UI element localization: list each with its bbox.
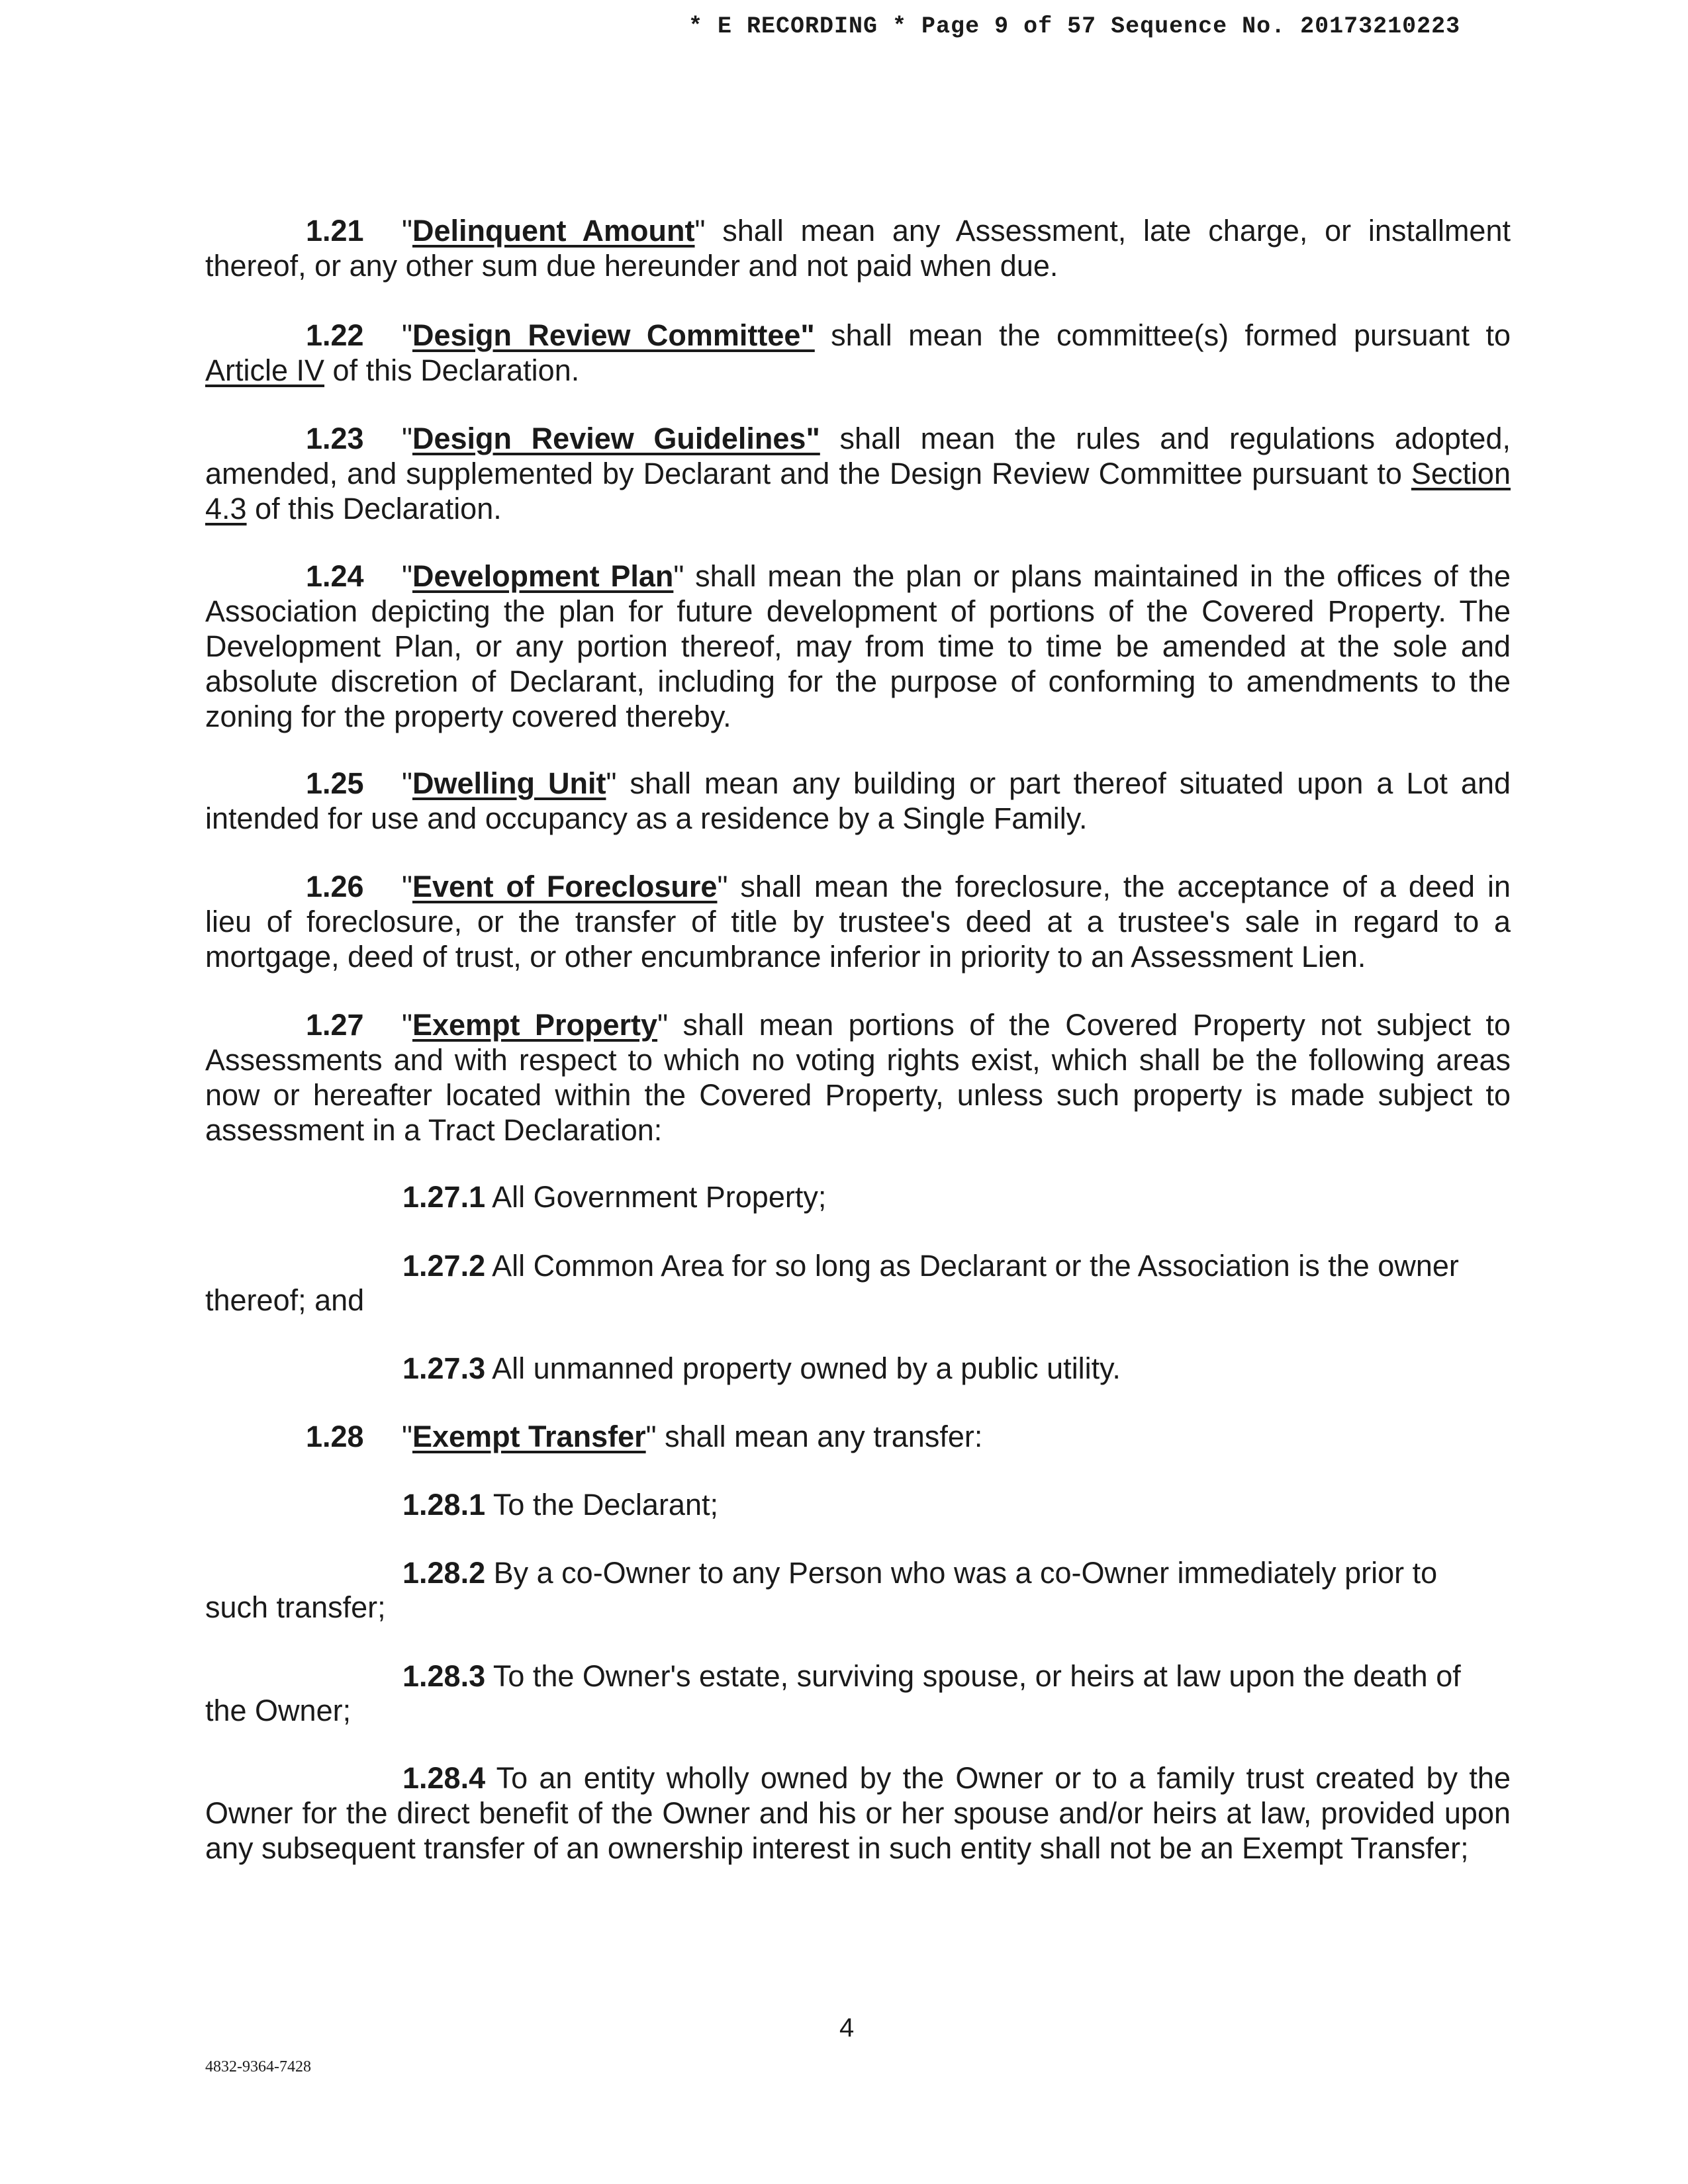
section-1-25: 1.25 "Dwelling Unit" shall mean any building or part thereof situated upon a Lot and intended for use and occupancy as a residence by a Single Family. bbox=[205, 766, 1511, 835]
subsection-1-27-3: 1.27.3 All unmanned property owned by a public utility. bbox=[402, 1351, 1121, 1385]
section-1-22: 1.22 "Design Review Committee" shall mean the committee(s) formed pursuant to Article IV of this Declaration. bbox=[205, 318, 1511, 387]
definition-text: shall mean any transfer: bbox=[656, 1420, 983, 1453]
section-1-21: 1.21 "Delinquent Amount" shall mean any Assessment, late charge, or installment thereof, or any other sum due hereunder and not paid when due. bbox=[205, 214, 1511, 283]
defined-term: Exempt Property bbox=[412, 1008, 658, 1042]
subsection-1-27-2: 1.27.2 All Common Area for so long as Declarant or the Association is the owner bbox=[402, 1249, 1459, 1283]
page-number: 4 bbox=[839, 2013, 855, 2042]
defined-term: Dwelling Unit bbox=[412, 766, 606, 800]
section-number: 1.24 bbox=[306, 559, 364, 593]
definition-text: shall mean the plan or plans maintained in the offices of the Association depicting the plan for future development of portions of the Covered Property. The Development Plan, or any portion thereof, may from time to time be amended at the sole and absolute discretion of Declarant, including for the purpose of conforming to amendments to the zoning for the property covered thereby. bbox=[205, 559, 1511, 733]
section-number: 1.22 bbox=[306, 318, 364, 352]
defined-term: Development Plan bbox=[412, 559, 674, 593]
definition-text: shall mean any Assessment, late charge, or installment thereof, or any other sum due hereunder and not paid when due. bbox=[205, 214, 1511, 283]
definition-text: shall mean the foreclosure, the acceptance of a deed in lieu of foreclosure, or the transfer of title by trustee's deed at a trustee's sale in regard to a mortgage, deed of trust, or other encumbrance inferior in priority to an Assessment Lien. bbox=[205, 870, 1511, 974]
subsection-continuation: thereof; and bbox=[205, 1283, 365, 1317]
section-number: 1.26 bbox=[306, 870, 364, 903]
subsection-1-28-1: 1.28.1 To the Declarant; bbox=[402, 1488, 718, 1522]
subsection-1-28-4: 1.28.4 To an entity wholly owned by the Owner or to a family trust created by the Owner for the direct benefit of the Owner and his or her spouse and/or heirs at law, provided upon any subsequent transfer of an ownership interest in such entity shall not be an Exempt Transfer; bbox=[205, 1761, 1511, 1865]
subsection-1-28-2: 1.28.2 By a co-Owner to any Person who was a co-Owner immediately prior to bbox=[402, 1556, 1438, 1590]
section-1-28: 1.28 "Exempt Transfer" shall mean any transfer: bbox=[306, 1420, 983, 1453]
definition-text: shall mean the committee(s) formed pursuant to bbox=[814, 318, 1511, 352]
section-1-26: 1.26 "Event of Foreclosure" shall mean the foreclosure, the acceptance of a deed in lieu of foreclosure, or the transfer of title by trustee's deed at a trustee's sale in regard to a mortgage, deed of trust, or other encumbrance inferior in priority to an Assessment Lien. bbox=[205, 870, 1511, 974]
subsection-continuation: such transfer; bbox=[205, 1590, 386, 1624]
definition-text: shall mean portions of the Covered Property not subject to Assessments and with respect to which no voting rights exist, which shall be the following areas now or hereafter located within the Covered Property, unless such property is made subject to assessment in a Tract Declaration: bbox=[205, 1008, 1511, 1147]
defined-term: Design Review Guidelines" bbox=[412, 422, 820, 455]
defined-term: Design Review Committee" bbox=[412, 318, 815, 352]
defined-term: Delinquent Amount bbox=[412, 214, 695, 248]
section-number: 1.21 bbox=[306, 214, 364, 248]
subsection-1-27-1: 1.27.1 All Government Property; bbox=[402, 1180, 827, 1214]
cross-reference: Article IV bbox=[205, 353, 325, 387]
section-number: 1.27 bbox=[306, 1008, 364, 1042]
recording-header: * E RECORDING * Page 9 of 57 Sequence No. 20173210223 bbox=[688, 13, 1461, 40]
section-number: 1.28 bbox=[306, 1420, 364, 1453]
section-1-27: 1.27 "Exempt Property" shall mean portions of the Covered Property not subject to Assessments and with respect to which no voting rights exist, which shall be the following areas now or hereafter located within the Covered Property, unless such property is made subject to assessment in a Tract Declaration: bbox=[205, 1008, 1511, 1147]
section-1-24: 1.24 "Development Plan" shall mean the plan or plans maintained in the offices of the Association depicting the plan for future development of portions of the Covered Property. The Development Plan, or any portion thereof, may from time to time be amended at the sole and absolute discretion of Declarant, including for the purpose of conforming to amendments to the zoning for the property covered thereby. bbox=[205, 559, 1511, 733]
cross-reference: Section 4.3 bbox=[205, 457, 1511, 525]
subsection-1-28-3: 1.28.3 To the Owner's estate, surviving spouse, or heirs at law upon the death of bbox=[402, 1659, 1461, 1693]
defined-term: Event of Foreclosure bbox=[412, 870, 718, 903]
subsection-continuation: the Owner; bbox=[205, 1694, 352, 1727]
section-number: 1.25 bbox=[306, 766, 364, 800]
section-number: 1.23 bbox=[306, 422, 364, 455]
definition-text: shall mean the rules and regulations adopted, amended, and supplemented by Declarant and the Design Review Committee pursuant to bbox=[205, 422, 1511, 490]
document-id: 4832-9364-7428 bbox=[205, 2058, 311, 2075]
definition-text: shall mean any building or part thereof situated upon a Lot and intended for use and occupancy as a residence by a Single Family. bbox=[205, 766, 1511, 835]
section-1-23: 1.23 "Design Review Guidelines" shall mean the rules and regulations adopted, amended, and supplemented by Declarant and the Design Review Committee pursuant to Section 4.3 of this Declaration. bbox=[205, 422, 1511, 525]
defined-term: Exempt Transfer bbox=[412, 1420, 646, 1453]
